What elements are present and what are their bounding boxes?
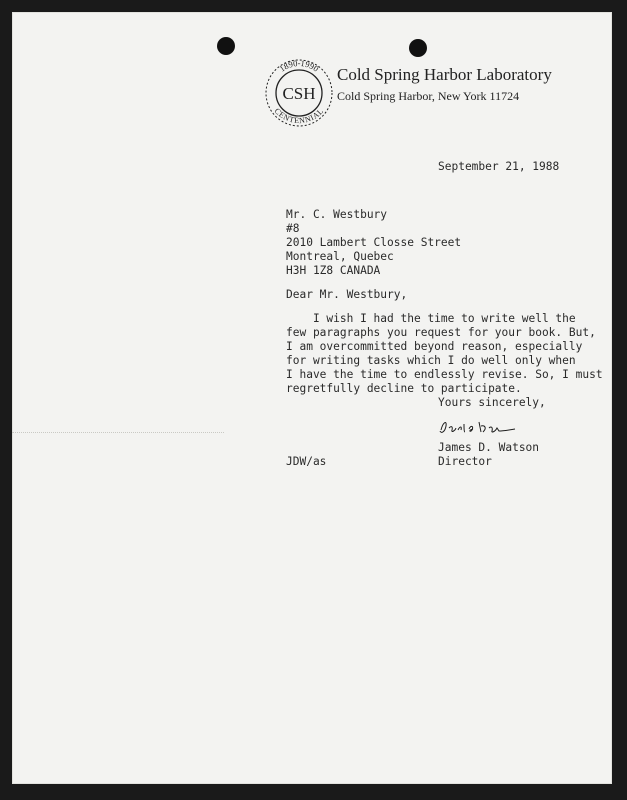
centennial-logo bbox=[260, 54, 338, 132]
logo-ring-text: CENTENNIAL bbox=[272, 106, 326, 126]
recipient-line: Montreal, Quebec bbox=[286, 250, 394, 263]
organization-name: Cold Spring Harbor Laboratory bbox=[337, 65, 552, 84]
recipient-line: #8 bbox=[286, 222, 300, 235]
body-line: I have the time to endlessly revise. So, I must bbox=[286, 368, 603, 381]
organization-address: Cold Spring Harbor, New York 11724 bbox=[337, 89, 520, 103]
letter-date: September 21, 1988 bbox=[438, 160, 560, 173]
signer-name: James D. Watson bbox=[438, 441, 540, 454]
body-line: I am overcommitted beyond reason, especially bbox=[286, 340, 583, 353]
logo-years: 1890-1990 bbox=[277, 58, 321, 74]
recipient-line: Mr. C. Westbury bbox=[286, 208, 388, 221]
fold-mark bbox=[12, 432, 224, 433]
punch-hole-left bbox=[217, 37, 235, 55]
body-line: for writing tasks which I do well only when bbox=[286, 354, 576, 367]
reference-initials: JDW/as bbox=[286, 455, 327, 468]
recipient-line: H3H 1Z8 CANADA bbox=[286, 264, 381, 277]
salutation: Dear Mr. Westbury, bbox=[286, 288, 408, 301]
recipient-line: 2010 Lambert Closse Street bbox=[286, 236, 462, 249]
body-line: regretfully decline to participate. bbox=[286, 382, 522, 395]
signer-title: Director bbox=[438, 455, 492, 468]
body-line: few paragraphs you request for your book. But, bbox=[286, 326, 596, 339]
closing: Yours sincerely, bbox=[438, 396, 546, 409]
handwritten-signature bbox=[437, 416, 517, 438]
body-line: I wish I had the time to write well the bbox=[286, 312, 576, 325]
punch-hole-right bbox=[409, 39, 427, 57]
letter-page bbox=[12, 12, 612, 784]
logo-monogram: CSH bbox=[282, 84, 316, 103]
